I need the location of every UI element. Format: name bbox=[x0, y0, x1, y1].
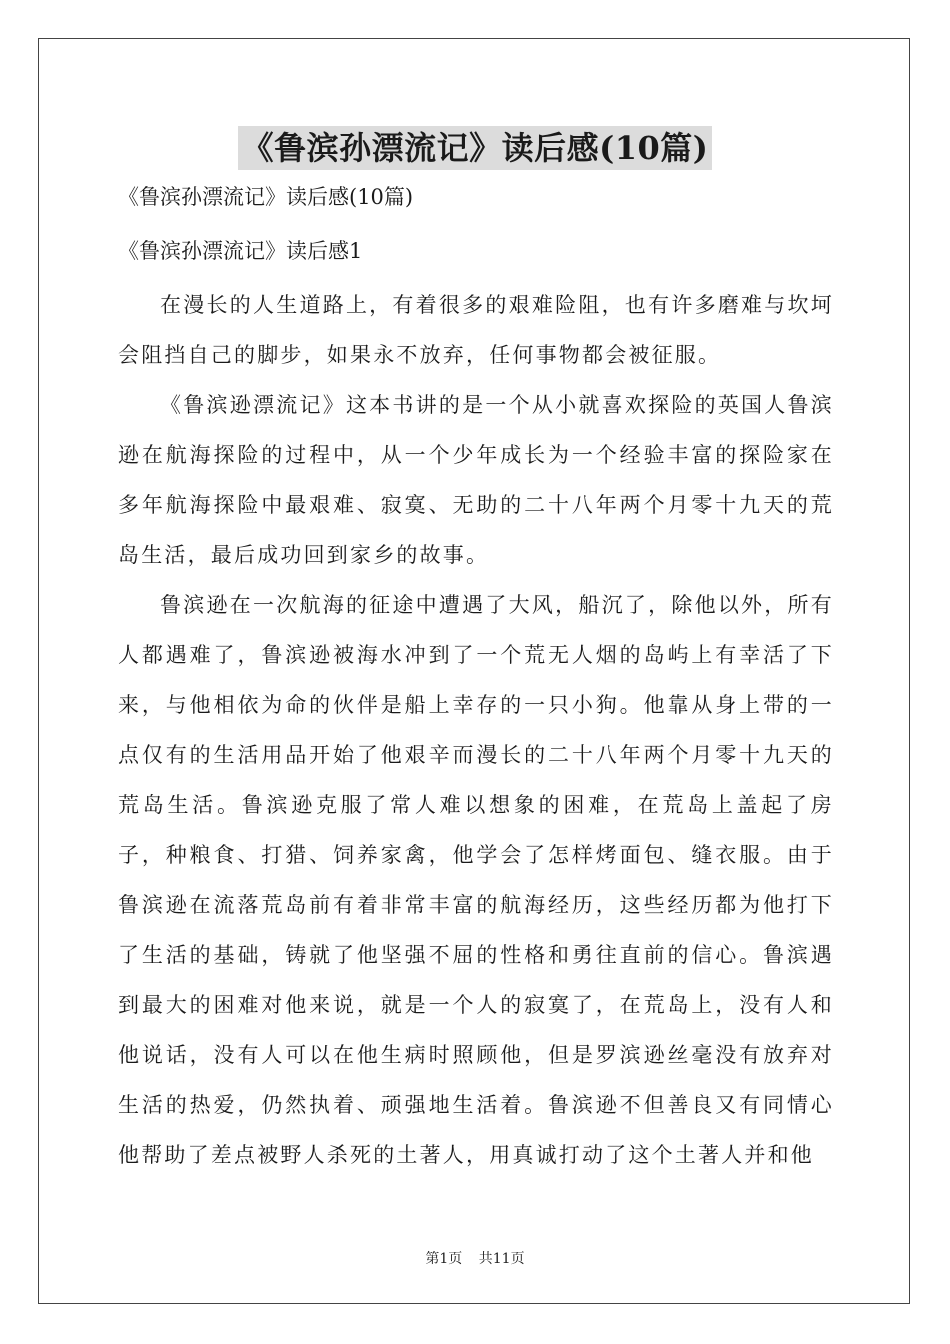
page-footer bbox=[0, 1248, 950, 1268]
page-total: 共11页 bbox=[478, 1251, 525, 1267]
subtitle: 《鲁滨孙漂流记》读后感(10篇) bbox=[118, 185, 414, 209]
paragraph-3: 鲁滨逊在一次航海的征途中遭遇了大风，船沉了，除他以外，所有人都遇难了，鲁滨逊被海水冲到了一个荒无人烟的岛屿上有幸活了下来，与他相依为命的伙伴是船上幸存的一只小狗。他靠从身上带的一点仅有的生活用品开始了他艰辛而漫长的二十八年两个月零十九天的荒岛生活。鲁滨逊克服了常人难以想象的困难，在荒岛上盖起了房子，种粮食、打猎、饲养家禽，他学会了怎样烤面包、缝衣服。由于鲁滨逊在流落荒岛前有着非常丰富的航海经历，这些经历都为他打下了生活的基础，铸就了他坚强不屈的性格和勇往直前的信心。鲁滨遇到最大的困难对他来说，就是一个人的寂寞了，在荒岛上，没有人和他说话，没有人可以在他生病时照顾他，但是罗滨逊丝毫没有放弃对生活的热爱，仍然执着、顽强地生活着。鲁滨逊不但善良又有同情心他帮助了差点被野人杀死的土著人，用真诚打动了这个土著人并和他 bbox=[118, 593, 834, 1167]
paragraph-1: 在漫长的人生道路上，有着很多的艰难险阻，也有许多磨难与坎坷会阻挡自己的脚步，如果永不放弃，任何事物都会被征服。 bbox=[118, 293, 834, 367]
document-body bbox=[118, 180, 834, 1180]
page-number: 第1页 bbox=[425, 1251, 463, 1267]
paragraph-2: 《鲁滨逊漂流记》这本书讲的是一个从小就喜欢探险的英国人鲁滨逊在航海探险的过程中，从一个少年成长为一个经验丰富的探险家在多年航海探险中最艰难、寂寞、无助的二十八年两个月零十九天的荒岛生活，最后成功回到家乡的故事。 bbox=[118, 393, 834, 567]
title-container bbox=[0, 126, 950, 170]
section-heading: 《鲁滨孙漂流记》读后感1 bbox=[118, 239, 363, 263]
document-title: 《鲁滨孙漂流记》读后感(10篇) bbox=[238, 126, 713, 170]
